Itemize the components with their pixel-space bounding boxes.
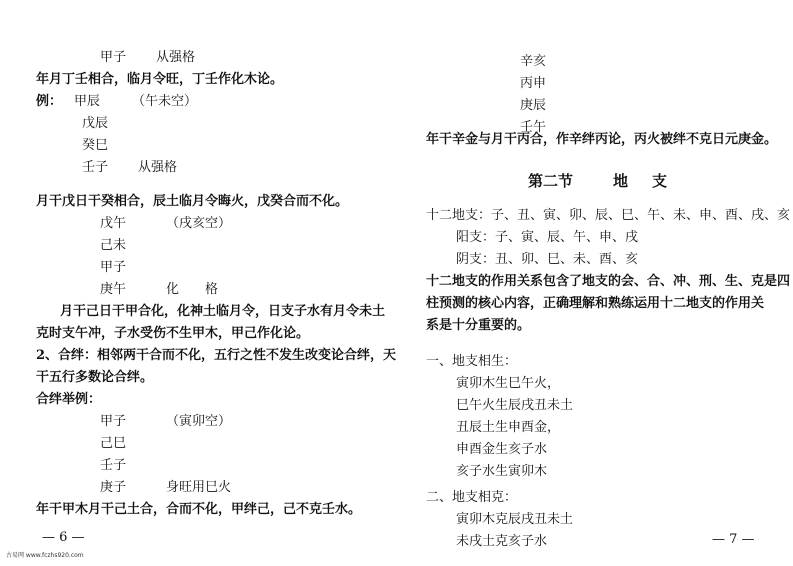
- example-line: [36, 94, 197, 110]
- pillar-line: [100, 414, 231, 430]
- example-label: 例：: [36, 94, 63, 109]
- section-title-char: 地: [613, 172, 629, 190]
- paragraph: 克时支午冲，子水受伤不生甲木，甲己作化论。: [36, 326, 310, 341]
- void-note: （午未空）: [132, 94, 198, 109]
- page-gutter: [396, 0, 397, 566]
- void-note: （戌亥空）: [166, 216, 232, 231]
- pillar-stem-branch: 癸巳: [82, 138, 109, 153]
- chart-pattern: 格: [205, 282, 219, 297]
- pillar-stem-branch: 庚午: [100, 282, 127, 297]
- paragraph: 2、合绊：相邻两干合而不化，五行之性不发生改变论合绊，天: [36, 348, 397, 363]
- pillar-stem-branch: 戊午: [100, 216, 127, 231]
- section-title-char: 支: [652, 172, 668, 190]
- pillar-stem-branch: 己巳: [100, 436, 127, 451]
- pillar-stem-branch: 辛亥: [520, 54, 547, 69]
- paragraph: 系是十分重要的。: [426, 318, 531, 333]
- pillar-line: [100, 282, 218, 298]
- pillar-stem-branch: 壬子: [100, 458, 127, 473]
- list-item: 未戌土克亥子水: [456, 534, 548, 549]
- subsection-label: 一、地支相生：: [426, 354, 518, 369]
- paragraph: 年干辛金与月干丙合，作辛绊丙论，丙火被绊不克日元庚金。: [426, 132, 778, 147]
- paragraph: 柱预测的核心内容，正确理解和熟练运用十二地支的作用关: [426, 296, 765, 311]
- pillar-line: [100, 480, 231, 496]
- page-number: — 7 —: [712, 532, 755, 547]
- site-watermark: 古易网 www.fczhs920.com: [6, 552, 84, 559]
- void-note: （寅卯空）: [166, 414, 232, 429]
- chart-pattern: 化: [166, 282, 180, 297]
- paragraph: 年月丁壬相合，临月令旺，丁壬作化木论。: [36, 72, 284, 87]
- paragraph: 阳支：子、寅、辰、午、申、戌: [456, 230, 639, 245]
- paragraph: 十二地支的作用关系包含了地支的会、合、冲、刑、生、克是四: [426, 274, 791, 289]
- chart-pattern: 身旺用巳火: [166, 480, 232, 495]
- list-item: 巳午火生辰戌丑未土: [456, 398, 574, 413]
- pillar-line: [100, 216, 231, 232]
- list-item: 寅卯木生巳午火，: [456, 376, 561, 391]
- pillar-year: [100, 50, 195, 66]
- paragraph: 月干戊日干癸相合，辰土临月令晦火，戊癸合而不化。: [36, 194, 349, 209]
- list-item: 丑辰土生申酉金，: [456, 420, 561, 435]
- pillar-stem-branch: 甲子: [100, 260, 127, 275]
- pillar-stem-branch: 戊辰: [82, 116, 109, 131]
- pillar-stem-branch: 庚辰: [520, 98, 547, 113]
- paragraph: 阴支：丑、卯、巳、未、酉、亥: [456, 252, 639, 267]
- pillar-stem-branch: 甲子: [100, 50, 127, 65]
- pillar-stem-branch: 己未: [100, 238, 127, 253]
- chart-pattern: 从强格: [156, 50, 196, 65]
- pillar-stem-branch: 丙申: [520, 76, 547, 91]
- paragraph: 十二地支：子、丑、寅、卯、辰、巳、午、未、申、酉、戌、亥: [426, 208, 791, 223]
- list-item: 亥子水生寅卯木: [456, 464, 548, 479]
- list-item: 寅卯木克辰戌丑未土: [456, 512, 574, 527]
- pillar-stem-branch: 甲子: [100, 414, 127, 429]
- page-number: — 6 —: [42, 530, 85, 545]
- paragraph: 年干甲木月干己土合，合而不化，甲绊己，己不克壬水。: [36, 502, 362, 517]
- pillar-stem-branch: 壬午: [520, 120, 547, 135]
- section-number: 第二节: [528, 172, 574, 190]
- pillar-stem-branch: 甲辰: [74, 94, 101, 109]
- subsection-label: 合绊举例：: [36, 392, 102, 407]
- pillar-line: [82, 160, 177, 176]
- pillar-stem-branch: 庚子: [100, 480, 127, 495]
- paragraph: 干五行多数论合绊。: [36, 370, 154, 385]
- paragraph: 月干己日干甲合化，化神土临月令，日支子水有月令未土: [60, 304, 386, 319]
- list-item: 申酉金生亥子水: [456, 442, 548, 457]
- section-heading: [528, 170, 667, 191]
- subsection-label: 二、地支相克：: [426, 490, 518, 505]
- pillar-stem-branch: 壬子: [82, 160, 109, 175]
- chart-pattern: 从强格: [138, 160, 178, 175]
